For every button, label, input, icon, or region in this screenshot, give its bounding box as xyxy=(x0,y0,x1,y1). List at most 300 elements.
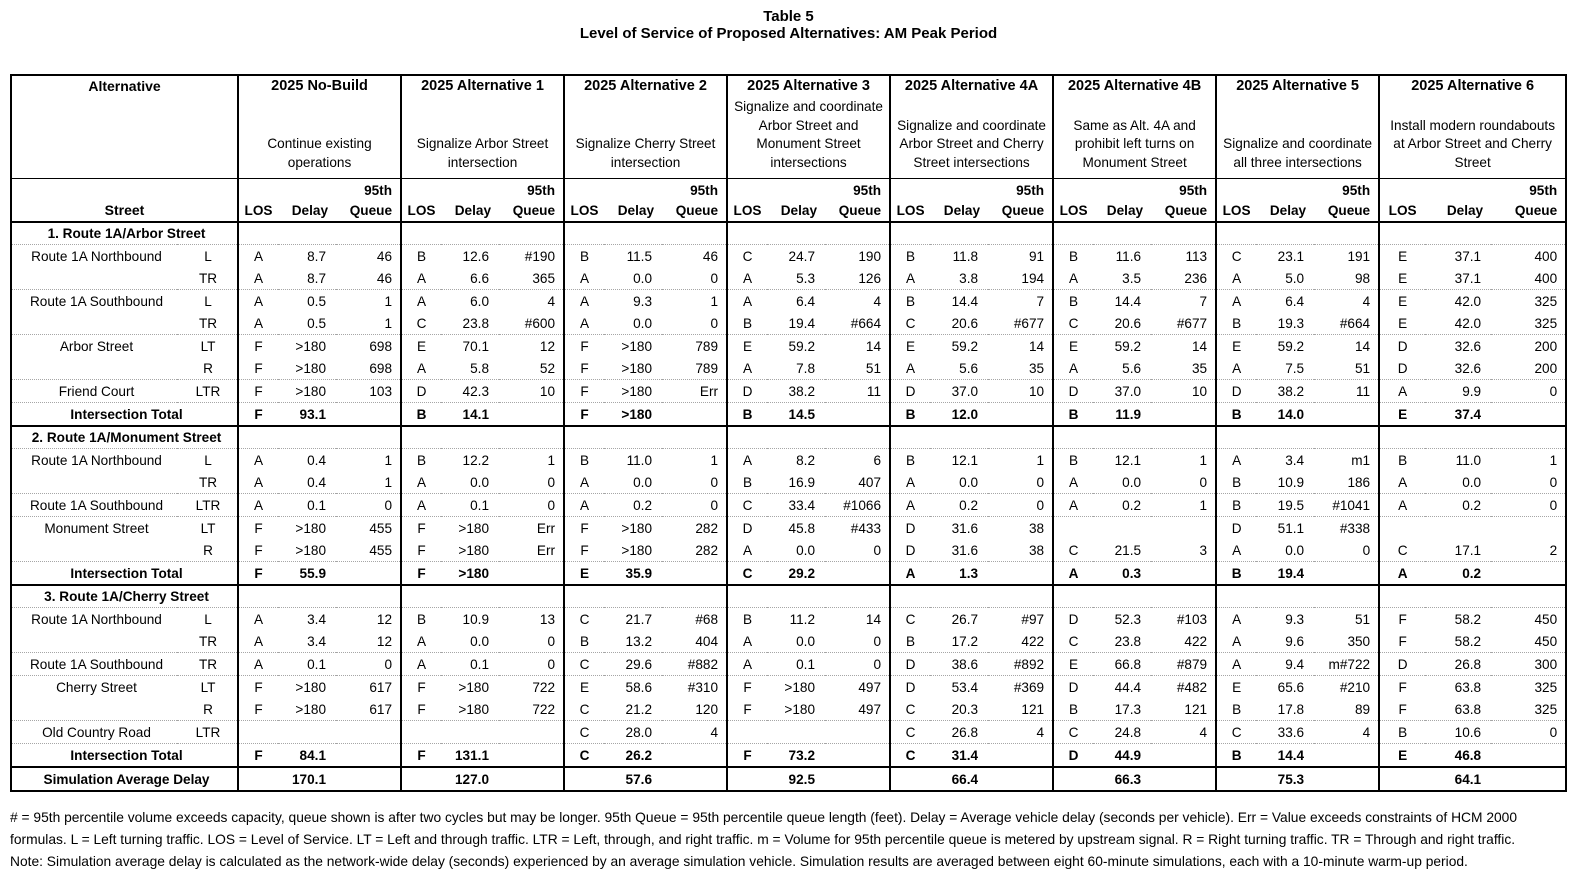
header-row-subcolumns xyxy=(11,198,1566,222)
queue-cell: Err xyxy=(499,517,564,540)
turn-type-cell: LT xyxy=(177,517,238,540)
queue-cell: 10 xyxy=(1151,380,1216,403)
section-header-row xyxy=(11,585,1566,608)
total-delay-cell: 1.3 xyxy=(930,562,988,586)
los-cell: F xyxy=(564,335,604,358)
delay-cell: 3.5 xyxy=(1122,270,1142,286)
los-cell: B xyxy=(727,608,767,631)
street-cell: Arbor Street xyxy=(11,335,177,358)
street-cell xyxy=(11,471,177,494)
los-cell: D xyxy=(1053,676,1093,699)
queue-cell: 0 xyxy=(710,474,719,490)
intersection-total-row xyxy=(11,744,1566,768)
los-cell: F xyxy=(1379,608,1425,631)
delay-cell: >180 xyxy=(604,335,662,358)
delay-column-label: Delay xyxy=(1446,203,1484,218)
queue-cell: #892 xyxy=(988,653,1053,676)
delay-cell: 3.8 xyxy=(959,270,979,286)
delay-cell: >180 xyxy=(278,517,336,540)
los-cell: A xyxy=(890,494,930,517)
queue-cell: 10 xyxy=(499,380,564,403)
los-cell: D xyxy=(1216,517,1256,540)
delay-cell: 59.2 xyxy=(767,335,825,358)
delay-cell: 58.6 xyxy=(604,676,662,699)
delay-cell: 12.1 xyxy=(1093,449,1151,472)
delay-cell: 32.6 xyxy=(1454,360,1482,376)
queue-cell: 0 xyxy=(662,494,727,517)
delay-cell: 38.6 xyxy=(930,653,988,676)
turn-type-cell: TR xyxy=(177,653,238,676)
street-cell xyxy=(11,312,177,335)
los-cell: F xyxy=(401,517,441,540)
delay-cell: 0.2 xyxy=(930,494,988,517)
alternative-name: 2025 Alternative 2 xyxy=(584,78,707,94)
intersection-total-label: Intersection Total xyxy=(11,403,238,427)
delay-cell: 0.5 xyxy=(278,290,336,313)
queue-cell: 1 xyxy=(384,474,393,490)
total-los-cell: F xyxy=(238,403,278,427)
los-cell: B xyxy=(1379,721,1425,744)
los-cell: E xyxy=(401,335,441,358)
los-cell: A xyxy=(238,312,278,335)
total-delay-cell: 14.0 xyxy=(1256,403,1314,427)
los-cell: F xyxy=(238,335,278,358)
los-cell: B xyxy=(1053,245,1093,268)
turn-type-cell: TR xyxy=(198,315,218,331)
los-cell: F xyxy=(238,698,278,721)
los-cell: B xyxy=(1053,449,1093,472)
queue-cell: 0 xyxy=(1199,474,1208,490)
street-cell xyxy=(11,357,177,380)
queue-cell: 10 xyxy=(988,380,1053,403)
queue-cell: 98 xyxy=(1355,270,1371,286)
queue-cell: 121 xyxy=(1184,701,1208,717)
los-column-label: LOS xyxy=(238,198,278,222)
delay-cell: 8.7 xyxy=(307,270,327,286)
delay-cell: 0.0 xyxy=(959,474,979,490)
delay-cell: 23.1 xyxy=(1256,245,1314,268)
los-cell: F xyxy=(1379,676,1425,699)
delay-cell: >180 xyxy=(767,676,825,699)
los-cell: A xyxy=(238,245,278,268)
los-cell: A xyxy=(890,267,930,290)
total-delay-cell: 31.4 xyxy=(930,744,988,768)
delay-cell: 58.2 xyxy=(1454,633,1482,649)
simulation-delay-cell: 66.4 xyxy=(930,767,988,791)
delay-cell: 31.6 xyxy=(930,517,988,540)
los-column-label: LOS xyxy=(564,198,604,222)
los-cell: B xyxy=(890,245,930,268)
queue-cell: 236 xyxy=(1184,270,1208,286)
los-cell: D xyxy=(1379,335,1425,358)
total-delay-cell: 19.4 xyxy=(1256,562,1314,586)
delay-cell: 14.4 xyxy=(1093,290,1151,313)
queue-cell: 422 xyxy=(1021,633,1045,649)
total-los-cell: B xyxy=(727,403,767,427)
queue-cell: #664 xyxy=(1339,315,1371,331)
delay-cell: >180 xyxy=(441,676,499,699)
queue-cell: 1 xyxy=(1151,449,1216,472)
queue-cell: 0 xyxy=(1491,721,1566,744)
delay-cell: >180 xyxy=(458,542,490,558)
delay-cell: 28.0 xyxy=(604,721,662,744)
total-los-cell: F xyxy=(564,403,604,427)
table-title-block xyxy=(10,8,1567,42)
delay-cell: 3.4 xyxy=(278,608,336,631)
los-cell: A xyxy=(727,267,767,290)
q95-label: 95th xyxy=(988,179,1053,199)
queue-cell: #664 xyxy=(850,315,882,331)
delay-cell: 6.0 xyxy=(441,290,499,313)
intersection-total-label: Intersection Total xyxy=(11,562,238,586)
los-column-label: LOS xyxy=(1053,198,1093,222)
queue-cell: 4 xyxy=(499,290,564,313)
turn-type-cell: R xyxy=(203,360,213,376)
queue-cell: 1 xyxy=(336,449,401,472)
los-cell: F xyxy=(564,539,604,562)
queue-cell: 0 xyxy=(547,474,556,490)
queue-cell: 6 xyxy=(825,449,890,472)
queue-cell: 12 xyxy=(499,335,564,358)
queue-cell: #677 xyxy=(1176,315,1208,331)
los-cell: A xyxy=(1216,290,1256,313)
turn-type-cell: TR xyxy=(198,474,218,490)
delay-cell: 37.0 xyxy=(930,380,988,403)
los-cell: C xyxy=(564,721,604,744)
table-row xyxy=(11,245,1566,268)
delay-cell: 0.1 xyxy=(441,494,499,517)
q95-label: 95th xyxy=(662,179,727,199)
queue-cell: 497 xyxy=(858,701,882,717)
los-cell: B xyxy=(1379,449,1425,472)
los-cell: E xyxy=(1216,335,1256,358)
delay-cell: 11.8 xyxy=(930,245,988,268)
los-cell: D xyxy=(727,380,767,403)
delay-cell: 20.3 xyxy=(951,701,979,717)
delay-cell: 38.2 xyxy=(767,380,825,403)
total-los-cell: F xyxy=(238,744,278,768)
delay-cell: 21.7 xyxy=(604,608,662,631)
simulation-delay-cell: 57.6 xyxy=(604,767,662,791)
queue-cell: 455 xyxy=(369,542,393,558)
delay-cell: 10.6 xyxy=(1425,721,1491,744)
delay-cell: 37.1 xyxy=(1454,270,1482,286)
delay-cell: 12.1 xyxy=(930,449,988,472)
los-cell: E xyxy=(1379,290,1425,313)
los-cell xyxy=(1053,517,1093,540)
total-delay-cell: 73.2 xyxy=(767,744,825,768)
queue-cell xyxy=(499,721,564,744)
delay-cell: 5.6 xyxy=(1122,360,1142,376)
los-column-label: LOS xyxy=(1216,198,1256,222)
los-cell: D xyxy=(1216,380,1256,403)
los-cell: A xyxy=(1216,630,1256,653)
los-column-label: LOS xyxy=(401,198,441,222)
delay-cell: 0.0 xyxy=(1462,474,1482,490)
table-row xyxy=(11,290,1566,313)
delay-cell: 0.0 xyxy=(633,270,653,286)
level-of-service-table xyxy=(10,74,1567,792)
queue-cell: 14 xyxy=(988,335,1053,358)
los-cell: F xyxy=(727,676,767,699)
simulation-delay-cell: 66.3 xyxy=(1093,767,1151,791)
delay-cell: 11.0 xyxy=(604,449,662,472)
los-cell: B xyxy=(1053,698,1093,721)
delay-cell xyxy=(1425,517,1491,540)
los-cell xyxy=(727,721,767,744)
alternative-name: 2025 Alternative 5 xyxy=(1236,78,1360,94)
section-title: 1. Route 1A/Arbor Street xyxy=(11,222,238,245)
queue-cell: 4 xyxy=(662,721,727,744)
queue-cell: #190 xyxy=(499,245,564,268)
queue-cell: 46 xyxy=(662,245,727,268)
simulation-delay-cell: 170.1 xyxy=(278,767,336,791)
street-cell: Route 1A Northbound xyxy=(11,245,177,268)
street-cell: Route 1A Northbound xyxy=(11,449,177,472)
los-cell: F xyxy=(564,380,604,403)
queue-column-label: Queue xyxy=(512,203,556,218)
delay-cell: >180 xyxy=(784,701,816,717)
table-row xyxy=(11,267,1566,290)
los-cell: A xyxy=(890,357,930,380)
queue-cell: #210 xyxy=(1314,676,1379,699)
turn-type-cell: LT xyxy=(177,335,238,358)
delay-cell: >180 xyxy=(441,517,499,540)
delay-cell: 7.8 xyxy=(796,360,816,376)
delay-column-label: Delay xyxy=(454,203,492,218)
queue-cell: 14 xyxy=(1151,335,1216,358)
total-los-cell: D xyxy=(1053,744,1093,768)
delay-cell: 38.2 xyxy=(1256,380,1314,403)
simulation-delay-cell: 92.5 xyxy=(767,767,825,791)
los-cell: A xyxy=(1216,449,1256,472)
delay-cell: 37.1 xyxy=(1425,245,1491,268)
los-cell: A xyxy=(238,267,278,290)
alternative-column-header: Alternative xyxy=(88,78,161,94)
los-cell: A xyxy=(1379,380,1425,403)
queue-cell: 400 xyxy=(1534,270,1558,286)
total-delay-cell: 14.4 xyxy=(1256,744,1314,768)
q95-label: 95th xyxy=(1491,179,1566,199)
los-cell: A xyxy=(1053,494,1093,517)
queue-cell: 12 xyxy=(376,633,393,649)
los-cell: F xyxy=(1379,698,1425,721)
total-los-cell: C xyxy=(727,562,767,586)
queue-cell: 455 xyxy=(336,517,401,540)
delay-cell: 10.9 xyxy=(441,608,499,631)
delay-cell: 6.4 xyxy=(1256,290,1314,313)
queue-cell: 0 xyxy=(547,633,556,649)
table-row xyxy=(11,539,1566,562)
los-cell: B xyxy=(401,245,441,268)
street-cell: Route 1A Southbound xyxy=(11,653,177,676)
queue-column-label: Queue xyxy=(1327,203,1371,218)
street-cell: Route 1A Southbound xyxy=(11,494,177,517)
total-delay-cell: >180 xyxy=(441,562,499,586)
los-cell: C xyxy=(564,653,604,676)
queue-cell: #338 xyxy=(1314,517,1379,540)
total-los-cell: A xyxy=(1379,562,1425,586)
queue-cell: 1 xyxy=(336,290,401,313)
los-cell: E xyxy=(1379,267,1425,290)
queue-cell: 350 xyxy=(1347,633,1371,649)
delay-column-label: Delay xyxy=(943,203,981,218)
delay-cell: 0.0 xyxy=(470,633,490,649)
los-cell: A xyxy=(238,653,278,676)
queue-cell: 789 xyxy=(662,335,727,358)
los-cell: F xyxy=(564,357,604,380)
queue-cell: 722 xyxy=(532,701,556,717)
queue-cell: 51 xyxy=(1314,608,1379,631)
los-cell: A xyxy=(564,267,604,290)
total-delay-cell: 11.9 xyxy=(1093,403,1151,427)
los-cell: E xyxy=(1379,312,1425,335)
los-cell: A xyxy=(238,608,278,631)
delay-cell: 12.2 xyxy=(441,449,499,472)
delay-cell: 44.4 xyxy=(1093,676,1151,699)
alternative-header-5 xyxy=(1053,75,1216,179)
queue-column-label: Queue xyxy=(1001,203,1045,218)
queue-cell: 14 xyxy=(1314,335,1379,358)
los-cell: E xyxy=(890,335,930,358)
q95-label: 95th xyxy=(499,179,564,199)
queue-cell: 450 xyxy=(1534,633,1558,649)
los-cell: D xyxy=(1379,653,1425,676)
queue-cell: #677 xyxy=(1013,315,1045,331)
delay-cell: 0.1 xyxy=(767,653,825,676)
turn-type-cell: L xyxy=(177,245,238,268)
delay-cell: 12.6 xyxy=(441,245,499,268)
alternative-description: Continue existing operations xyxy=(267,136,372,170)
queue-cell: 7 xyxy=(1151,290,1216,313)
delay-cell: 37.0 xyxy=(1093,380,1151,403)
queue-cell: 190 xyxy=(825,245,890,268)
los-cell: A xyxy=(1053,357,1093,380)
los-cell: B xyxy=(564,245,604,268)
queue-cell xyxy=(825,721,890,744)
q95-label: 95th xyxy=(825,179,890,199)
los-cell: B xyxy=(1216,494,1256,517)
queue-cell: 0 xyxy=(873,633,882,649)
los-cell: F xyxy=(238,380,278,403)
delay-cell: 0.0 xyxy=(796,542,816,558)
delay-cell: 0.4 xyxy=(278,449,336,472)
queue-cell: 89 xyxy=(1355,701,1371,717)
los-cell: A xyxy=(727,290,767,313)
delay-cell: 0.2 xyxy=(1425,494,1491,517)
delay-cell: 59.2 xyxy=(1093,335,1151,358)
queue-cell: 52 xyxy=(539,360,556,376)
los-cell: A xyxy=(401,653,441,676)
delay-cell: 45.8 xyxy=(767,517,825,540)
queue-cell: 11 xyxy=(825,380,890,403)
delay-cell: >180 xyxy=(278,380,336,403)
delay-cell: 70.1 xyxy=(441,335,499,358)
queue-cell: 497 xyxy=(825,676,890,699)
delay-cell: 0.0 xyxy=(633,474,653,490)
table-row xyxy=(11,357,1566,380)
queue-cell: #600 xyxy=(524,315,556,331)
queue-cell: 0 xyxy=(1491,494,1566,517)
queue-cell: #68 xyxy=(662,608,727,631)
queue-cell: 325 xyxy=(1534,315,1558,331)
queue-cell: 38 xyxy=(988,517,1053,540)
los-cell: C xyxy=(727,494,767,517)
queue-cell: #482 xyxy=(1151,676,1216,699)
delay-cell: 31.6 xyxy=(951,542,979,558)
delay-cell: 11.0 xyxy=(1425,449,1491,472)
queue-cell: 91 xyxy=(988,245,1053,268)
delay-cell: 5.0 xyxy=(1285,270,1305,286)
queue-cell: 0 xyxy=(1549,474,1558,490)
alternative-name: 2025 No-Build xyxy=(271,78,368,94)
los-cell: A xyxy=(1216,608,1256,631)
los-cell: D xyxy=(401,380,441,403)
queue-cell: 126 xyxy=(858,270,882,286)
los-cell: C xyxy=(890,312,930,335)
delay-cell: 21.5 xyxy=(1114,542,1142,558)
total-delay-cell: 26.2 xyxy=(604,744,662,768)
q95-label: 95th xyxy=(1314,179,1379,199)
delay-column-label: Delay xyxy=(780,203,818,218)
los-cell: B xyxy=(401,608,441,631)
queue-cell: 0 xyxy=(710,270,719,286)
los-cell xyxy=(238,721,278,744)
total-los-cell: B xyxy=(1216,562,1256,586)
table-number: Table 5 xyxy=(763,8,814,25)
los-cell: B xyxy=(564,630,604,653)
queue-cell: 0 xyxy=(1362,542,1371,558)
street-column-header: Street xyxy=(11,179,238,223)
table-row xyxy=(11,312,1566,335)
queue-cell: 1 xyxy=(384,315,393,331)
queue-cell: #97 xyxy=(988,608,1053,631)
los-cell: C xyxy=(727,245,767,268)
los-cell: A xyxy=(1216,357,1256,380)
queue-cell: 0 xyxy=(710,315,719,331)
page-title: Level of Service of Proposed Alternatives: AM Peak Period xyxy=(579,25,998,42)
los-cell: A xyxy=(564,312,604,335)
delay-cell: 0.2 xyxy=(604,494,662,517)
los-cell: E xyxy=(727,335,767,358)
total-los-cell: E xyxy=(1379,744,1425,768)
los-cell: C xyxy=(1216,721,1256,744)
los-cell: D xyxy=(890,380,930,403)
total-delay-cell: 14.5 xyxy=(767,403,825,427)
total-delay-cell: 35.9 xyxy=(604,562,662,586)
delay-cell: 65.6 xyxy=(1256,676,1314,699)
queue-cell: 0 xyxy=(499,653,564,676)
alternative-header-2 xyxy=(564,75,727,179)
section-title: 3. Route 1A/Cherry Street xyxy=(11,585,238,608)
delay-cell: 19.4 xyxy=(788,315,816,331)
los-cell: A xyxy=(238,471,278,494)
queue-cell: 0 xyxy=(336,494,401,517)
total-los-cell: F xyxy=(727,744,767,768)
queue-cell: 14 xyxy=(825,335,890,358)
footnotes xyxy=(10,807,1567,873)
total-delay-cell: 93.1 xyxy=(278,403,336,427)
table-row xyxy=(11,698,1566,721)
queue-cell: 789 xyxy=(695,360,719,376)
los-cell: F xyxy=(401,676,441,699)
queue-cell xyxy=(336,721,401,744)
los-cell: A xyxy=(401,471,441,494)
alternative-header-3 xyxy=(727,75,890,179)
los-cell: B xyxy=(890,630,930,653)
simulation-average-row xyxy=(11,767,1566,791)
delay-column-label: Delay xyxy=(1106,203,1144,218)
